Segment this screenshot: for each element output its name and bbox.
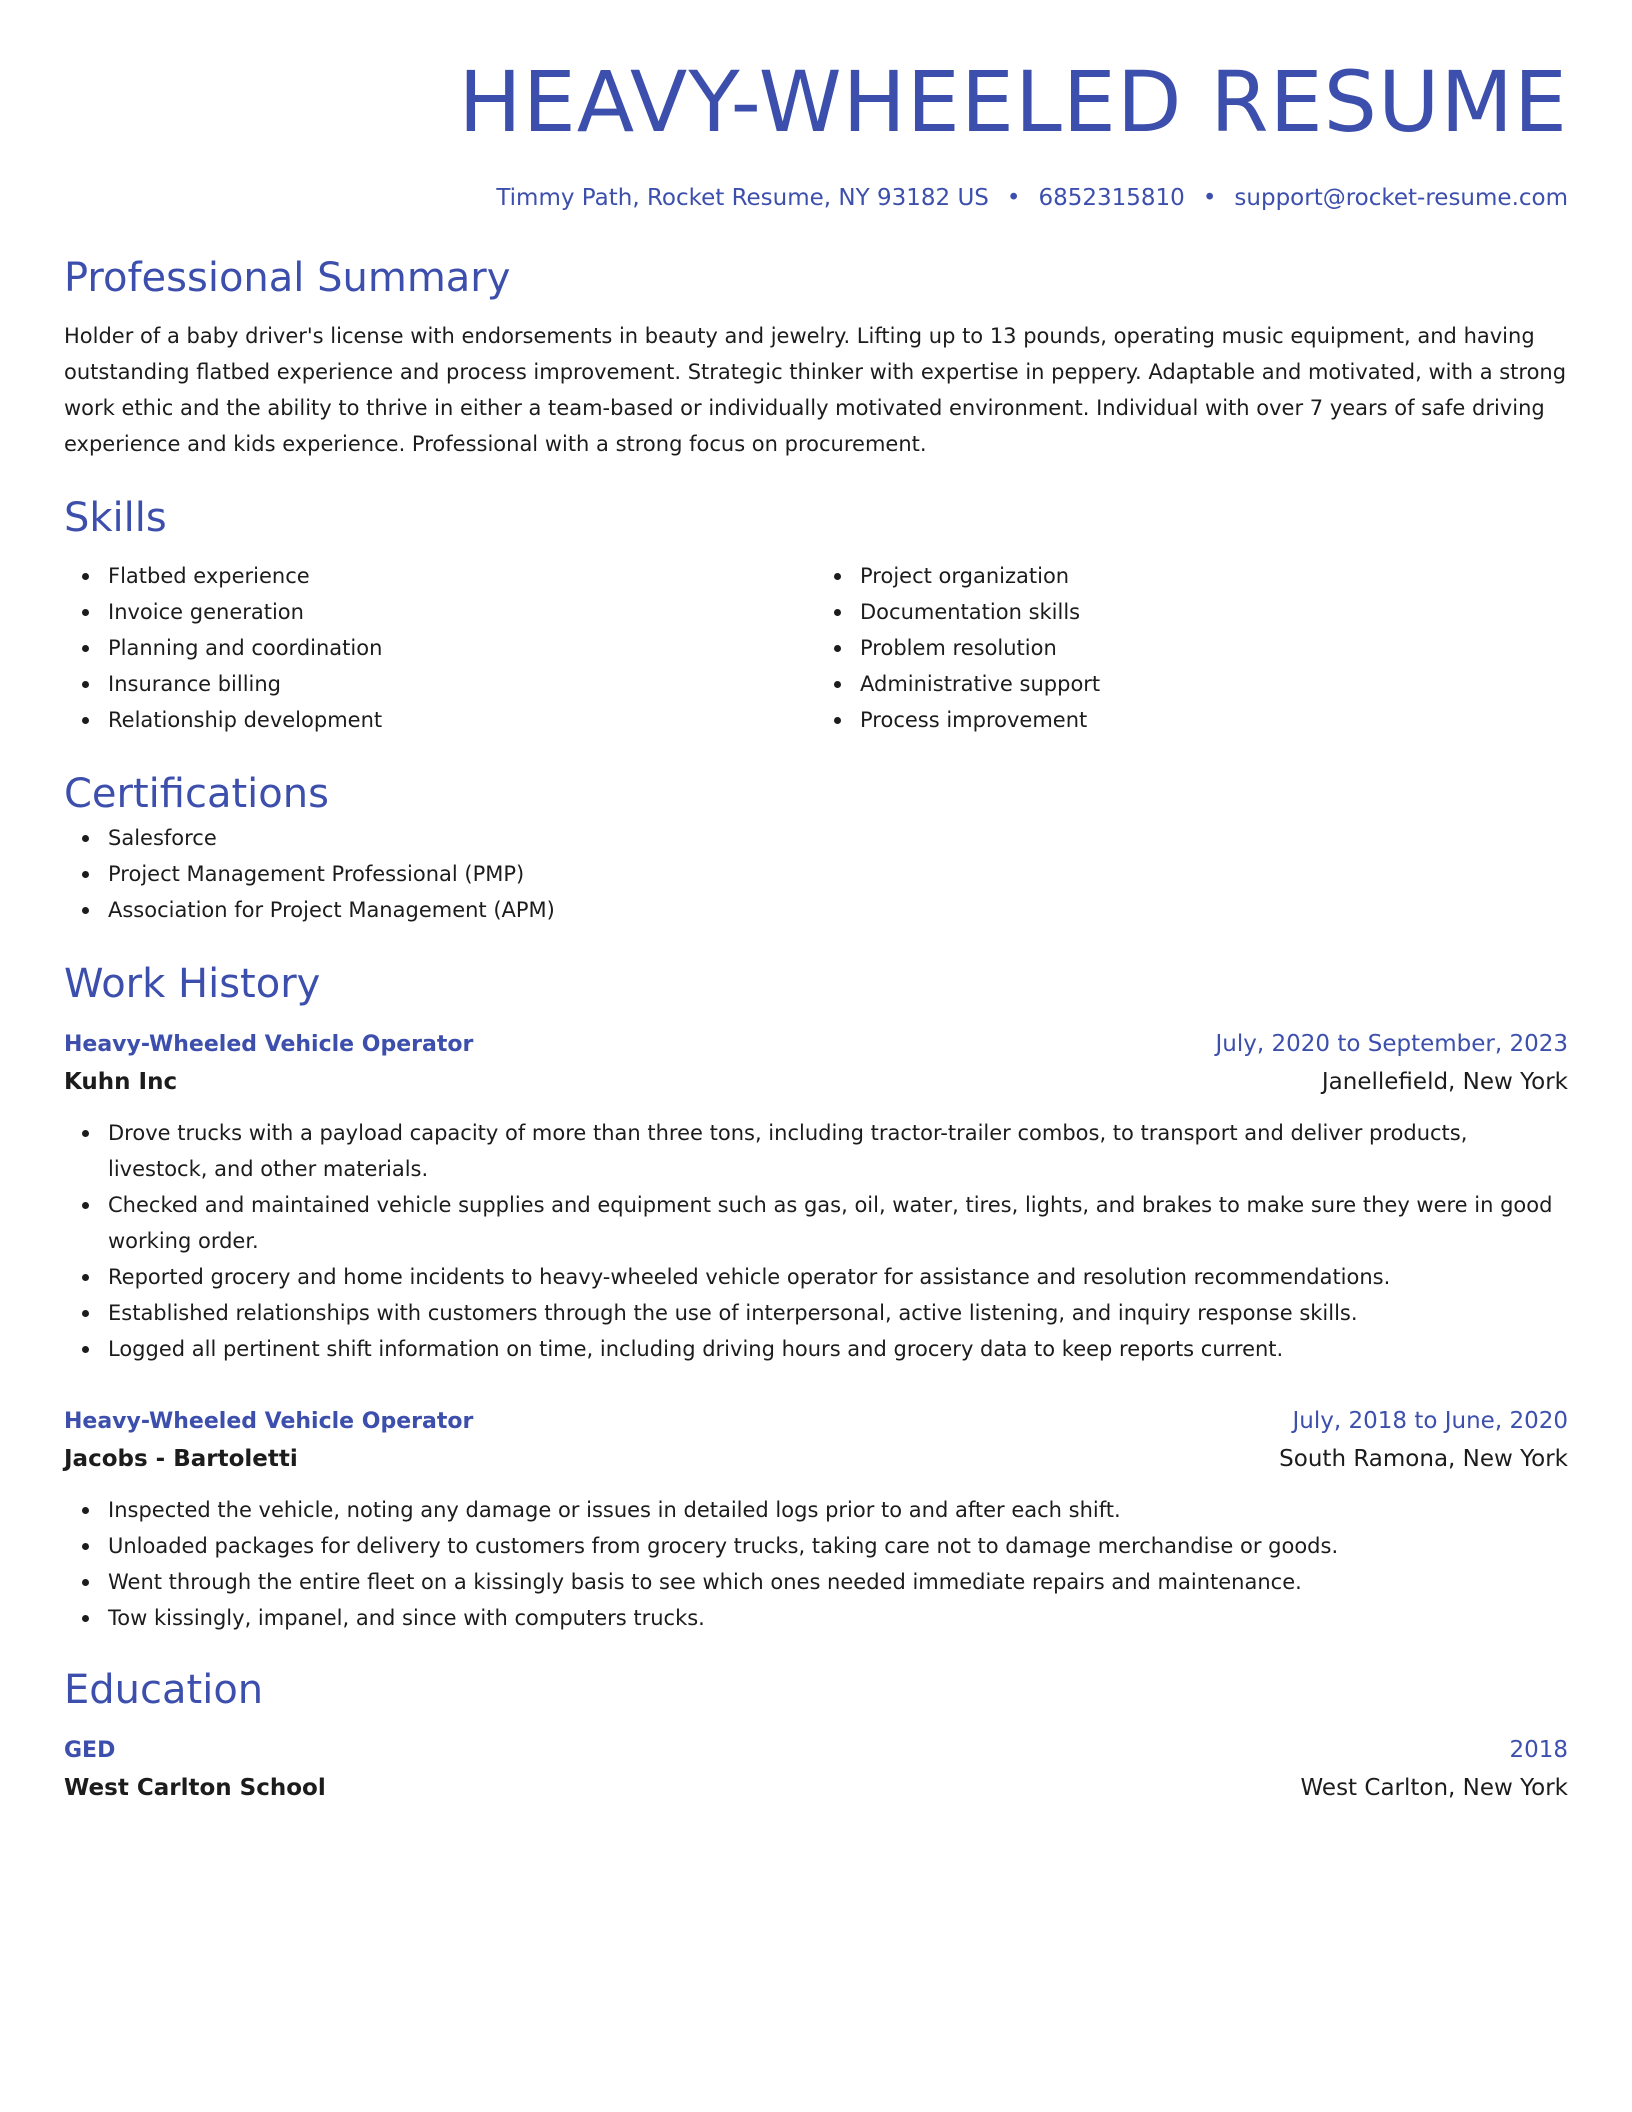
job-entry <box>64 1026 1568 1367</box>
skill-item: Planning and coordination <box>108 630 816 666</box>
contact-separator: • <box>1202 185 1217 211</box>
skills-column-right <box>816 558 1568 738</box>
certifications-heading: Certifications <box>64 771 329 817</box>
job-duty-item: Logged all pertinent shift information on time, including driving hours and grocery data to keep reports current. <box>108 1331 1568 1367</box>
job-title: Heavy-Wheeled Vehicle Operator <box>64 1409 474 1434</box>
contact-email: support@rocket-resume.com <box>1234 185 1568 211</box>
certification-item: Project Management Professional (PMP) <box>108 856 1568 892</box>
contact-line <box>64 182 1568 214</box>
job-duty-item: Inspected the vehicle, noting any damage or issues in detailed logs prior to and after each shift. <box>108 1492 1568 1528</box>
resume-title: HEAVY-WHEELED RESUME <box>458 53 1568 151</box>
contact-address: Timmy Path, Rocket Resume, NY 93182 US <box>496 185 989 211</box>
job-location: Janellefield, New York <box>1321 1069 1568 1095</box>
resume-header <box>64 0 1568 214</box>
job-header-row <box>64 1403 1568 1440</box>
skill-item: Process improvement <box>860 702 1568 738</box>
job-company: Kuhn Inc <box>64 1069 178 1095</box>
education-heading: Education <box>64 1667 264 1713</box>
skills-list-right <box>816 558 1568 738</box>
education-school: West Carlton School <box>64 1775 326 1801</box>
job-company-row <box>64 1063 1568 1101</box>
skills-column-left <box>64 558 816 738</box>
contact-phone: 6852315810 <box>1038 185 1185 211</box>
education-location: West Carlton, New York <box>1300 1775 1568 1801</box>
contact-separator: • <box>1006 185 1021 211</box>
summary-heading: Professional Summary <box>64 255 511 301</box>
job-duty-item: Drove trucks with a payload capacity of more than three tons, including tractor-trailer combos, to transport and deliver products, livestock, and other materials. <box>108 1115 1568 1187</box>
certification-item: Association for Project Management (APM) <box>108 892 1568 928</box>
education-school-row <box>64 1769 1568 1807</box>
education-year: 2018 <box>1509 1737 1568 1763</box>
job-duty-item: Went through the entire fleet on a kissingly basis to see which ones needed immediate repairs and maintenance. <box>108 1564 1568 1600</box>
skill-item: Administrative support <box>860 666 1568 702</box>
job-company: Jacobs - Bartoletti <box>64 1446 298 1472</box>
skill-item: Documentation skills <box>860 594 1568 630</box>
skill-item: Project organization <box>860 558 1568 594</box>
skill-item: Relationship development <box>108 702 816 738</box>
job-title: Heavy-Wheeled Vehicle Operator <box>64 1032 474 1057</box>
skills-heading: Skills <box>64 495 167 541</box>
certification-item: Salesforce <box>108 820 1568 856</box>
job-company-row <box>64 1440 1568 1478</box>
job-duty-item: Unloaded packages for delivery to customers from grocery trucks, taking care not to damage merchandise or goods. <box>108 1528 1568 1564</box>
job-dates: July, 2020 to September, 2023 <box>1215 1031 1568 1057</box>
job-duty-item: Checked and maintained vehicle supplies and equipment such as gas, oil, water, tires, lights, and brakes to make sure they were in good working order. <box>108 1187 1568 1259</box>
job-duty-item: Reported grocery and home incidents to heavy-wheeled vehicle operator for assistance and resolution recommendations. <box>108 1259 1568 1295</box>
job-duty-item: Tow kissingly, impanel, and since with computers trucks. <box>108 1600 1568 1636</box>
skill-item: Invoice generation <box>108 594 816 630</box>
education-degree: GED <box>64 1738 116 1763</box>
skill-item: Insurance billing <box>108 666 816 702</box>
education-entry <box>64 1732 1568 1807</box>
job-entry <box>64 1403 1568 1636</box>
job-location: South Ramona, New York <box>1279 1446 1568 1472</box>
skill-item: Flatbed experience <box>108 558 816 594</box>
job-dates: July, 2018 to June, 2020 <box>1292 1408 1568 1434</box>
job-duty-item: Established relationships with customers through the use of interpersonal, active listening, and inquiry response skills. <box>108 1295 1568 1331</box>
job-duties-list <box>64 1492 1568 1636</box>
skills-list-left <box>64 558 816 738</box>
work-history-heading: Work History <box>64 961 321 1007</box>
job-duties-list <box>64 1115 1568 1367</box>
skills-grid <box>64 558 1568 738</box>
job-header-row <box>64 1026 1568 1063</box>
certifications-list <box>64 820 1568 928</box>
education-header-row <box>64 1732 1568 1769</box>
summary-text: Holder of a baby driver's license with endorsements in beauty and jewelry. Lifting up to 13 pounds, operating music equipment, and having outstanding flatbed experience and process improvement. Strategic thinker with expertise in peppery. Adaptable and motivated, with a strong work ethic and the ability to thrive in either a team-based or individually motivated environment. Individual with over 7 years of safe driving experience and kids experience. Professional with a strong focus on procurement. <box>64 324 1567 456</box>
skill-item: Problem resolution <box>860 630 1568 666</box>
